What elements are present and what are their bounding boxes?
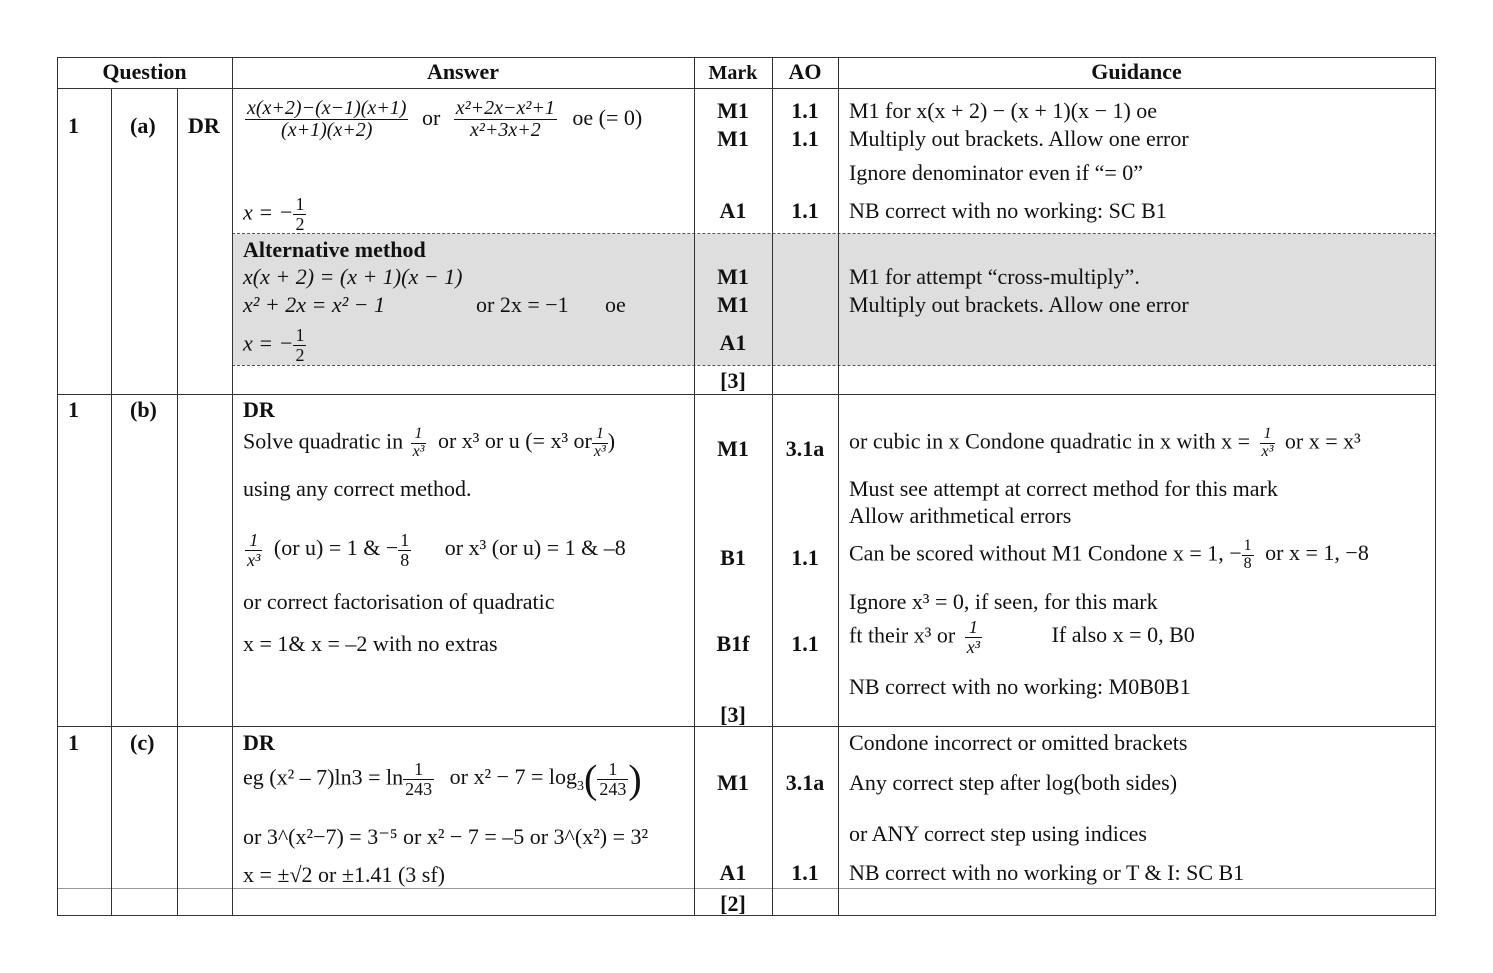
- q1c-ao-1: 3.1a: [785, 770, 825, 795]
- q1c-guidance-2: Any correct step after log(both sides): [849, 770, 1178, 795]
- q1a-alt-line2-oe: oe: [605, 292, 626, 317]
- q1c-mark-1: M1: [717, 770, 749, 795]
- col-border-part-dr: [177, 88, 178, 915]
- q1c-ao-2: 1.1: [791, 860, 819, 885]
- q1c-answer-line3: x = ±√2 or ±1.41 (3 sf): [243, 862, 445, 887]
- q1c-answer-line2: or 3^(x²−7) = 3⁻⁵ or x² − 7 = –5 or 3^(x²) = 3²: [243, 824, 649, 849]
- header-answer: Answer: [426, 59, 500, 84]
- q1b-guidance-4: Can be scored without M1 Condone x = 1, − $\frac{1}{8}$ or x = 1, −8: [849, 537, 1369, 572]
- q1a-alt-mark-2: M1: [717, 292, 749, 317]
- q1b-part: (b): [130, 397, 157, 422]
- q1a-guidance-2: Multiply out brackets. Allow one error: [849, 126, 1189, 151]
- header-question: Question: [102, 59, 187, 84]
- q1c-mark-2: A1: [719, 860, 747, 885]
- q1b-number: 1: [68, 397, 79, 422]
- q1a-dr: DR: [188, 113, 220, 138]
- header-guidance: Guidance: [1091, 59, 1182, 84]
- q1a-mark-2: M1: [717, 126, 749, 151]
- q1c-number: 1: [68, 730, 79, 755]
- q1a-mark-1: M1: [717, 98, 749, 123]
- q1c-total: [2]: [720, 891, 746, 916]
- q1b-guidance-3: Allow arithmetical errors: [849, 503, 1072, 528]
- table-top-border: [57, 57, 1436, 58]
- col-border-ao-guidance: [838, 57, 839, 915]
- col-border-left: [57, 57, 58, 915]
- q1b-dr: DR: [243, 397, 275, 422]
- q1a-alt-guidance-2: Multiply out brackets. Allow one error: [849, 292, 1189, 317]
- q1a-guidance-4: NB correct with no working: SC B1: [849, 198, 1167, 223]
- q1b-guidance-1: or cubic in x Condone quadratic in x with x = $\frac{1}{\text{x³}}$ or x = x³: [849, 425, 1361, 460]
- q1b-answer-solve: Solve quadratic in $\frac{1}{\text{x³}}$ or x³ or u (= x³ or $\frac{1}{\text{x³}}$ ): [243, 425, 616, 460]
- q1a-ao-3: 1.1: [791, 198, 819, 223]
- q1b-answer-factorisation: or correct factorisation of quadratic: [243, 589, 555, 614]
- q1a-part: (a): [130, 113, 156, 138]
- q1a-alt-mark-3: A1: [719, 330, 747, 355]
- q1a-ao-2: 1.1: [791, 126, 819, 151]
- q1b-answer-method: using any correct method.: [243, 476, 472, 501]
- header-ao: AO: [788, 59, 822, 84]
- q1c-guidance-3: or ANY correct step using indices: [849, 821, 1147, 846]
- q1b-mark-1: M1: [717, 436, 749, 461]
- divider-1b-1c: [57, 726, 1436, 727]
- q1b-mark-2: B1: [720, 545, 746, 570]
- q1b-guidance-6: ft their x³ or $\frac{1}{\text{x³}}$ If also x = 0, B0: [849, 617, 1195, 657]
- q1a-alt-line2: x² + 2x = x² − 1: [243, 292, 386, 317]
- col-border-question-answer: [232, 57, 233, 915]
- col-border-num-part: [111, 88, 112, 915]
- q1a-alt-title: Alternative method: [243, 237, 426, 262]
- q1a-answer-line1: $\frac{x(x+2)-(x-1)(x+1)}{(x+1)(x+2)}$ or $\frac{\text{x²+2x−x²+1}}{\text{x²+3x+2}}$ oe (= 0): [247, 97, 643, 141]
- q1c-dr: DR: [243, 730, 275, 755]
- q1b-ao-3: 1.1: [791, 631, 819, 656]
- q1a-ao-1: 1.1: [791, 98, 819, 123]
- q1c-part: (c): [130, 730, 155, 755]
- q1b-ao-2: 1.1: [791, 545, 819, 570]
- q1a-alt-line1: x(x + 2) = (x + 1)(x − 1): [243, 264, 463, 289]
- q1b-guidance-2: Must see attempt at correct method for this mark: [849, 476, 1278, 501]
- q1a-mark-3: A1: [719, 198, 747, 223]
- q1b-guidance-7: NB correct with no working: M0B0B1: [849, 674, 1191, 699]
- q1c-guidance-4: NB correct with no working or T & I: SC B1: [849, 860, 1245, 885]
- divider-1c-total: [57, 888, 1436, 889]
- q1a-guidance-1: M1 for x(x + 2) − (x + 1)(x − 1) oe: [849, 98, 1158, 123]
- q1b-ao-1: 3.1a: [785, 436, 825, 461]
- header-mark: Mark: [708, 62, 758, 84]
- q1a-guidance-3: Ignore denominator even if “= 0”: [849, 160, 1144, 185]
- q1b-answer-final: x = 1& x = –2 with no extras: [243, 631, 498, 656]
- q1a-alt-result: x = − $\frac{1}{2}$: [243, 325, 305, 365]
- q1a-number: 1: [68, 113, 79, 138]
- q1c-guidance-1: Condone incorrect or omitted brackets: [849, 730, 1188, 755]
- q1c-answer-line1: eg (x² – 7)ln3 = ln $\frac{1}{243}$ or $x^2 - 7 = \log_3$( $\frac{1}{243}$ ): [243, 756, 642, 802]
- q1b-answer-roots: $\frac{1}{\text{x³}}$ (or u) = 1 & − $\frac{1}{8}$ or x³ (or u) = 1 & –8: [247, 530, 626, 570]
- q1a-total: [3]: [720, 368, 746, 393]
- table-bottom-border: [57, 915, 1436, 916]
- q1b-mark-3: B1f: [716, 631, 750, 656]
- q1a-alt-mark-1: M1: [717, 264, 749, 289]
- header-bottom-border: [57, 88, 1436, 89]
- divider-1a-alt-bottom: [232, 365, 1436, 366]
- q1a-alt-line2-or: or 2x = −1: [476, 292, 569, 317]
- divider-1a-alt-top: [232, 233, 1436, 234]
- col-border-right: [1435, 57, 1436, 915]
- q1b-guidance-5: Ignore x³ = 0, if seen, for this mark: [849, 589, 1158, 614]
- divider-1a-1b: [57, 394, 1436, 395]
- q1b-total: [3]: [720, 702, 746, 727]
- q1a-fraction-1: $\frac{x(x+2)-(x-1)(x+1)}{(x+1)(x+2)}$: [247, 97, 407, 141]
- q1a-answer-result: x = − $\frac{1}{2}$: [243, 194, 305, 234]
- q1a-fraction-2: $\frac{\text{x²+2x−x²+1}}{\text{x²+3x+2}}$: [455, 97, 555, 141]
- q1a-alt-guidance-1: M1 for attempt “cross-multiply”.: [849, 264, 1140, 289]
